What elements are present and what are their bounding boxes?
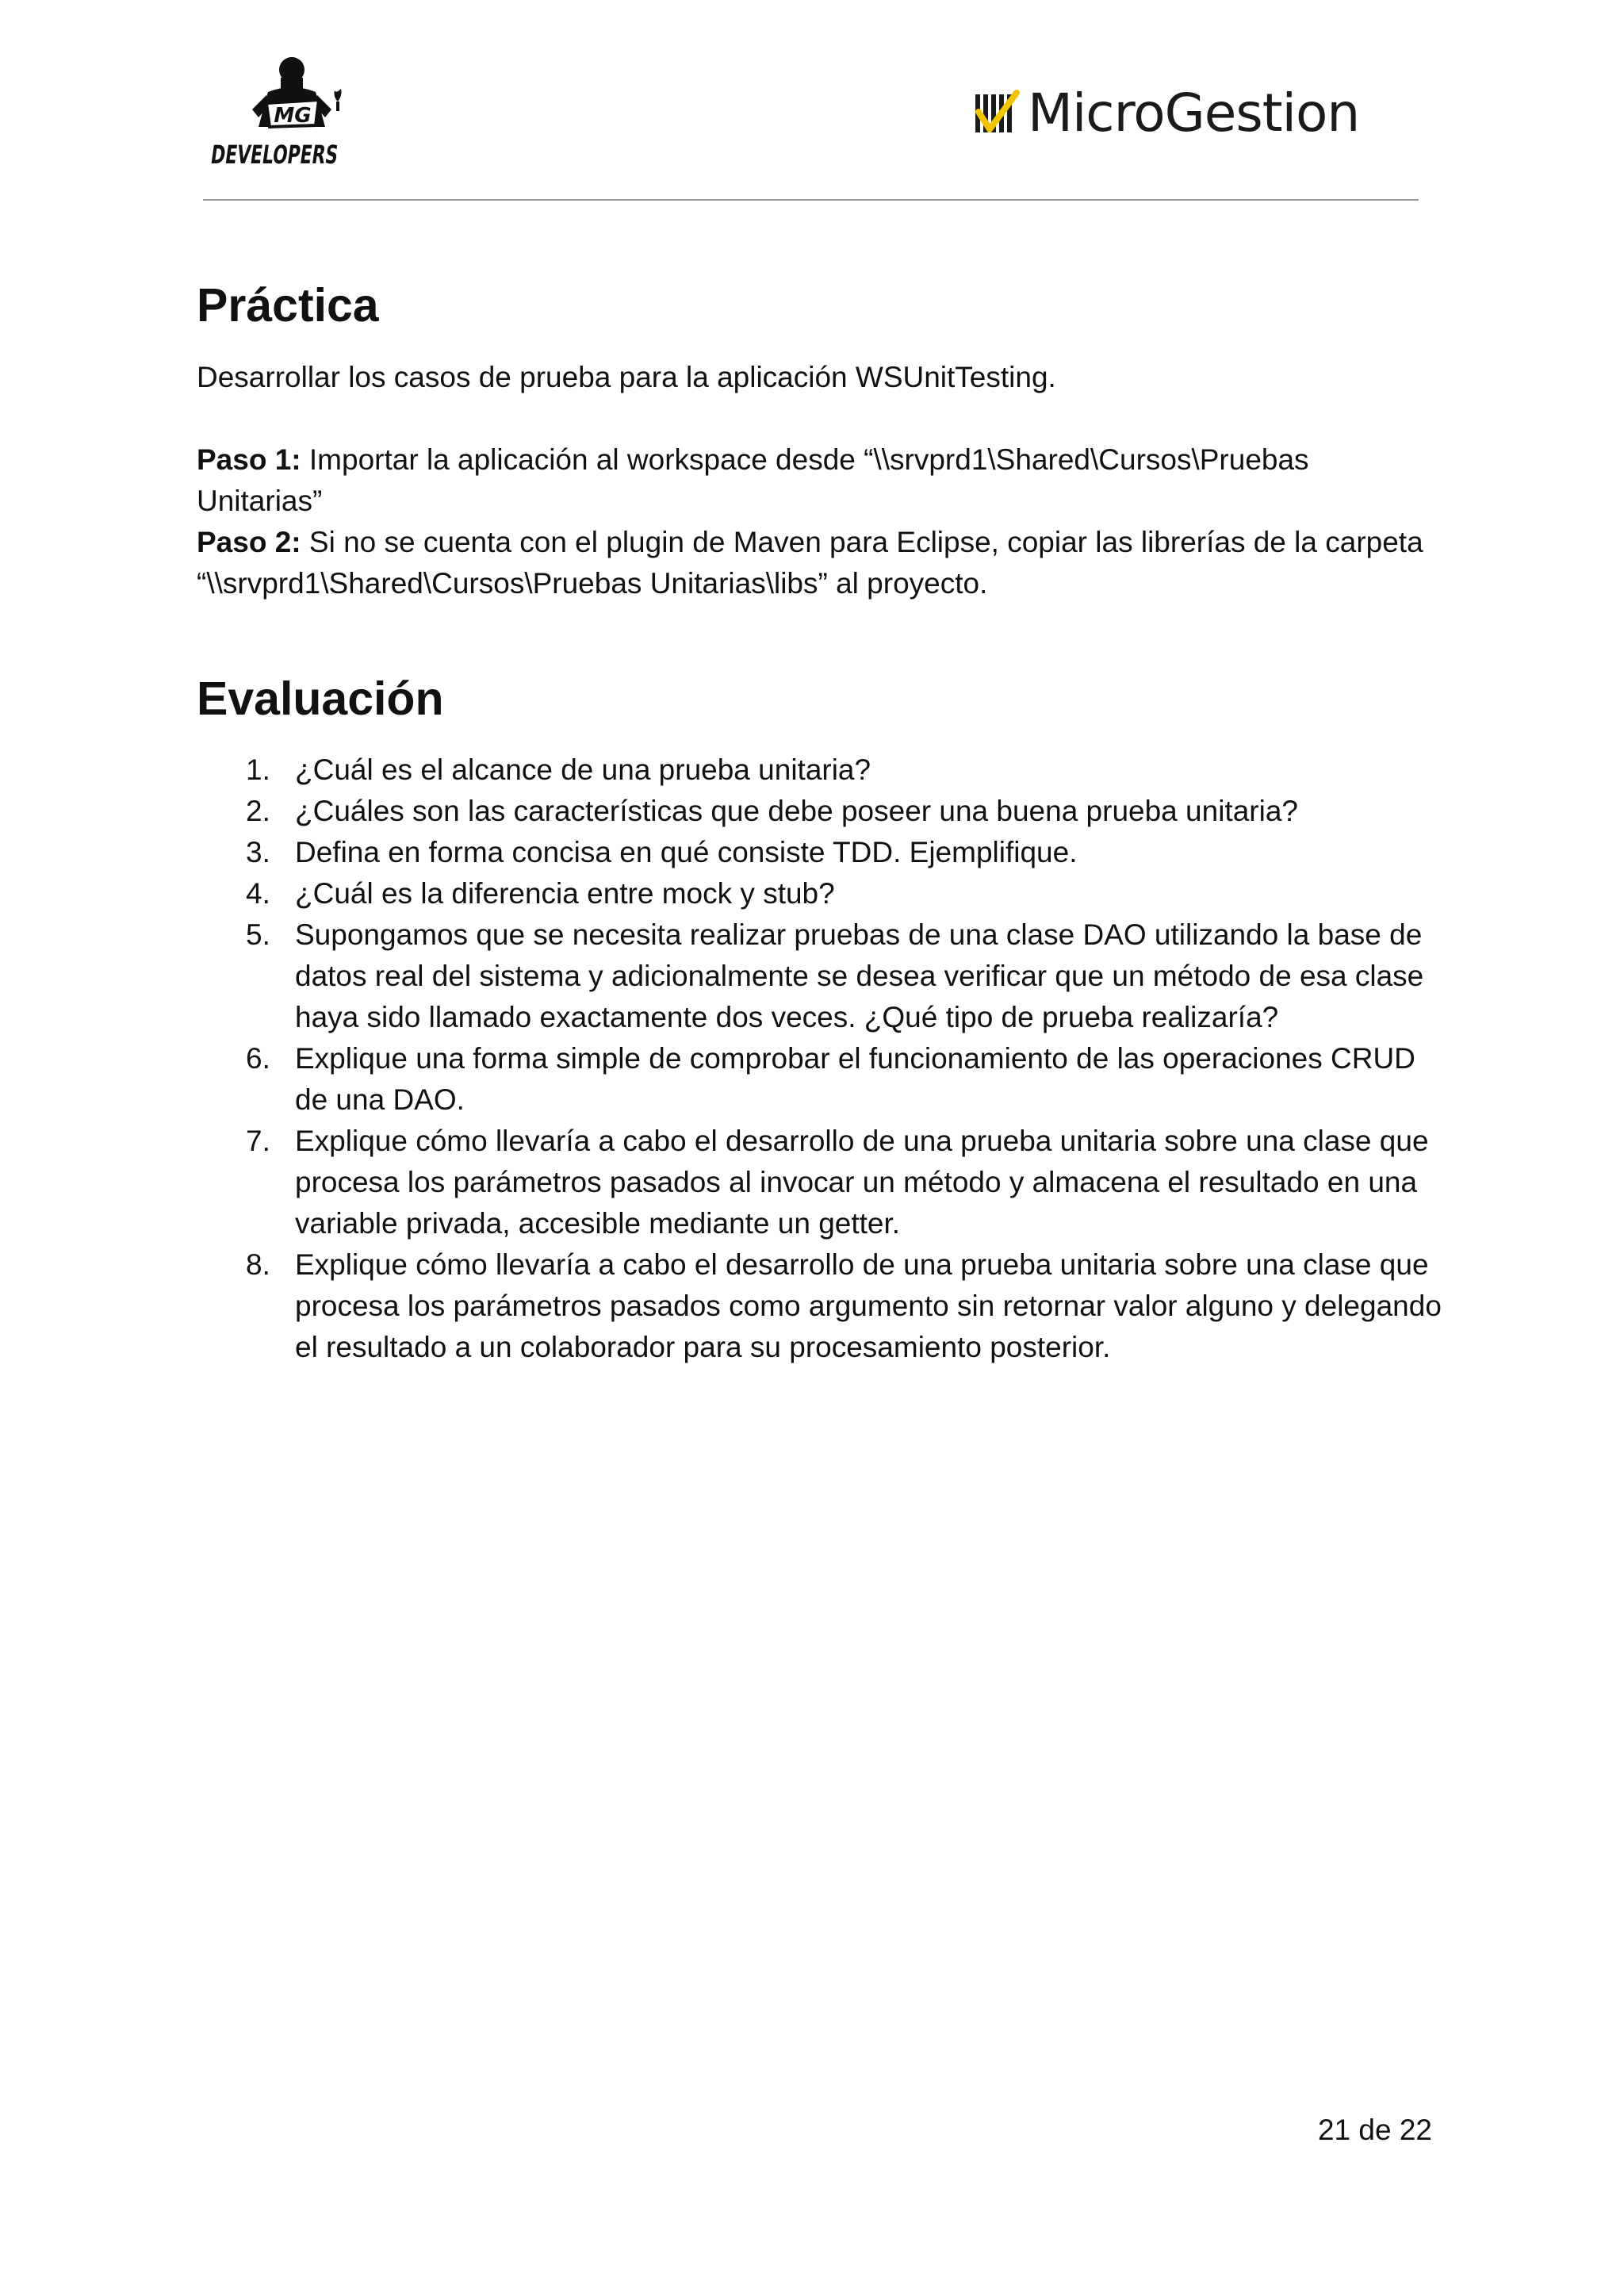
step-2-label: Paso 2: <box>197 526 301 558</box>
header-divider <box>203 199 1419 201</box>
list-item-text: ¿Cuál es el alcance de una prueba unitaria? <box>295 753 871 786</box>
list-item <box>197 832 1450 873</box>
list-item <box>197 749 1450 791</box>
list-item-text: Explique cómo llevaría a cabo el desarrollo de una prueba unitaria sobre una clase que procesa los parámetros pasados al invocar un método y almacena el resultado en una variable privada, accesible mediante un getter. <box>295 1125 1429 1240</box>
list-item-number: 8. <box>246 1248 270 1281</box>
left-logo-text-top: MG <box>274 104 312 128</box>
practica-heading: Práctica <box>197 279 379 332</box>
left-logo-text-bottom: DEVELOPERS <box>209 140 400 170</box>
list-item-text: Explique cómo llevaría a cabo el desarrollo de una prueba unitaria sobre una clase que procesa los parámetros pasados como argumento sin retornar valor alguno y delegando el resultado a un colaborador para su procesamiento posterior. <box>295 1248 1442 1363</box>
list-item <box>197 1038 1450 1121</box>
step-2-text: Si no se cuenta con el plugin de Maven para Eclipse, copiar las librerías de la carpeta “\\srvprd1\Shared\Cursos\Pruebas Unitarias\libs” al proyecto. <box>197 526 1423 600</box>
list-item <box>197 1121 1450 1244</box>
list-item-text: Supongamos que se necesita realizar pruebas de una clase DAO utilizando la base de datos real del sistema y adicionalmente se desea verificar que un método de esa clase haya sido llamado exactamente dos veces. ¿Qué tipo de prueba realizaría? <box>295 918 1424 1033</box>
step-1-text: Importar la aplicación al workspace desde “\\srvprd1\Shared\Cursos\Pruebas Unitarias” <box>197 443 1309 517</box>
list-item <box>197 873 1450 914</box>
evaluacion-heading: Evaluación <box>197 673 444 725</box>
list-item-number: 3. <box>246 836 270 868</box>
page-number: 21 de 22 <box>1317 2114 1432 2146</box>
microgestion-logo <box>974 82 1394 144</box>
evaluation-questions-list <box>197 749 1450 1368</box>
list-item-number: 1. <box>246 753 270 786</box>
list-item-text: ¿Cuáles son las características que debe poseer una buena prueba unitaria? <box>295 795 1298 827</box>
list-item-text: Explique una forma simple de comprobar el funcionamiento de las operaciones CRUD de una DAO. <box>295 1042 1415 1116</box>
list-item <box>197 791 1450 832</box>
list-item-text: ¿Cuál es la diferencia entre mock y stub? <box>295 877 835 910</box>
list-item-number: 6. <box>246 1042 270 1075</box>
list-item-number: 7. <box>246 1125 270 1157</box>
list-item-number: 4. <box>246 877 270 910</box>
microgestion-checkmark-icon <box>974 90 1020 137</box>
mg-developers-logo-icon <box>209 54 400 170</box>
microgestion-brand-text: MicroGestion <box>1028 82 1360 144</box>
practica-intro: Desarrollar los casos de prueba para la aplicación WSUnitTesting. <box>197 361 1056 393</box>
list-item <box>197 914 1450 1038</box>
list-item-text: Defina en forma concisa en qué consiste TDD. Ejemplifique. <box>295 836 1078 868</box>
practica-steps <box>197 439 1434 604</box>
mg-developers-logo <box>209 54 400 170</box>
list-item <box>197 1244 1450 1368</box>
list-item-number: 5. <box>246 918 270 951</box>
list-item-number: 2. <box>246 795 270 827</box>
step-1-label: Paso 1: <box>197 443 301 476</box>
